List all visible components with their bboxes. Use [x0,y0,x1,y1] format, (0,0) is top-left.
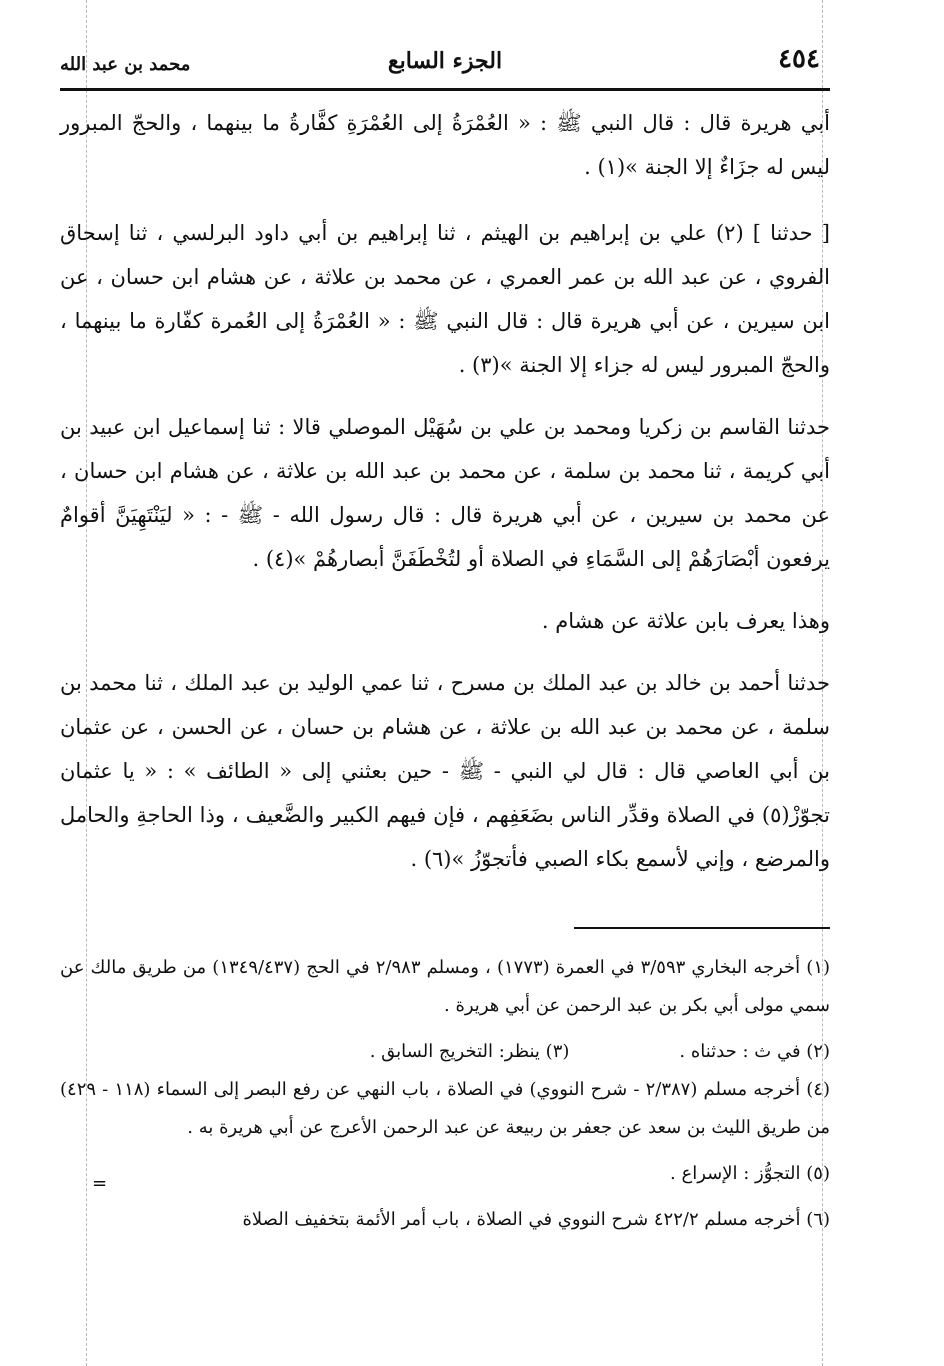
footnotes [60,949,830,1239]
footnote-6: (٦) أخرجه مسلم ٤٢٢/٢ شرح النووي في الصلاة ، باب أمر الأئمة بتخفيف الصلاة [242,1209,830,1230]
paragraph: حدثنا القاسم بن زكريا ومحمد بن علي بن سُهَيْل الموصلي قالا : ثنا إسماعيل ابن عبيد بن أبي كريمة ، ثنا محمد بن سلمة ، عن محمد بن عبد الله بن علاثة ، عن هشام ابن حسان ، عن محمد بن سيرين ، عن أبي هريرة قال : قال رسول الله - ﷺ - : « ليَنْتَهِيَنَّ أقوامٌ يرفعون أبْصَارَهُمْ إلى السَّمَاءِ في الصلاة أو لتُخْطَفَنَّ أبصارهُمْ »(٤) . [60,415,830,571]
footnote-divider [574,927,830,929]
book-page [60,40,830,1247]
paragraph: وهذا يعرف بابن علاثة عن هشام . [541,609,830,633]
footnote-row [60,1033,830,1071]
part-title: الجزء السابع [387,48,503,74]
continuation-mark: = [92,1173,108,1194]
footnote-1: (١) أخرجه البخاري ٣/٥٩٣ في العمرة (١٧٧٣) ، ومسلم ٢/٩٨٣ في الحج (١٣٤٩/٤٣٧) من طريق مالك عن سمي مولى أبي بكر بن عبد الرحمن عن أبي هريرة . [60,957,831,1016]
paragraph: أبي هريرة قال : قال النبي ﷺ : « العُمْرَةُ إلى العُمْرَةِ كفَّارةُ ما بينهما ، والحجّ المبرور ليس له جزَاءٌ إلا الجنة »(١) . [60,111,830,179]
footnote-2: (٢) في ث : حدثناه . [679,1041,830,1062]
running-author: محمد بن عبد الله [60,54,191,75]
page-header [60,40,830,91]
paragraph: حدثنا أحمد بن خالد بن عبد الملك بن مسرح ، ثنا عمي الوليد بن عبد الملك ، ثنا محمد بن سلمة ، عن محمد بن عبد الله بن علاثة ، عن هشام بن حسان ، عن الحسن ، عن عثمان بن أبي العاصي قال : قال لي النبي - ﷺ - حين بعثني إلى « الطائف » : « يا عثمان تجوّزْ(٥) في الصلاة وقدِّر الناس بضَعَفِهم ، فإن فيهم الكبير والضَّعيف ، وذا الحاجةِ والحامل والمرضع ، وإني لأسمع بكاء الصبي فأتجوّزُ »(٦) . [60,671,830,871]
footnote-4: (٤) أخرجه مسلم (٢/٣٨٧ - شرح النووي) في الصلاة ، باب النهي عن رفع البصر إلى السماء (١١٨ - ٤٢٩) من طريق الليث بن سعد عن جعفر بن ربيعة عن عبد الرحمن الأعرج عن أبي هريرة به . [60,1079,830,1138]
footnote-5: (٥) التجوُّز : الإسراع . [670,1163,830,1184]
paragraph: [ حدثنا ] (٢) علي بن إبراهيم بن الهيثم ، ثنا إبراهيم بن أبي داود البرلسي ، ثنا إسحاق الفروي ، عن عبد الله بن عمر العمري ، عن محمد بن علاثة ، عن هشام ابن حسان ، عن ابن سيرين ، عن أبي هريرة قال : قال النبي ﷺ : « العُمْرَةُ إلى العُمرة كفّارة ما بينهما ، والحجّ المبرور ليس له جزاء إلا الجنة »(٣) . [60,221,830,377]
footnote-3: (٣) ينظر: التخريج السابق . [369,1041,570,1062]
main-text [60,101,830,881]
page-number: ٤٥٤ [778,44,820,74]
